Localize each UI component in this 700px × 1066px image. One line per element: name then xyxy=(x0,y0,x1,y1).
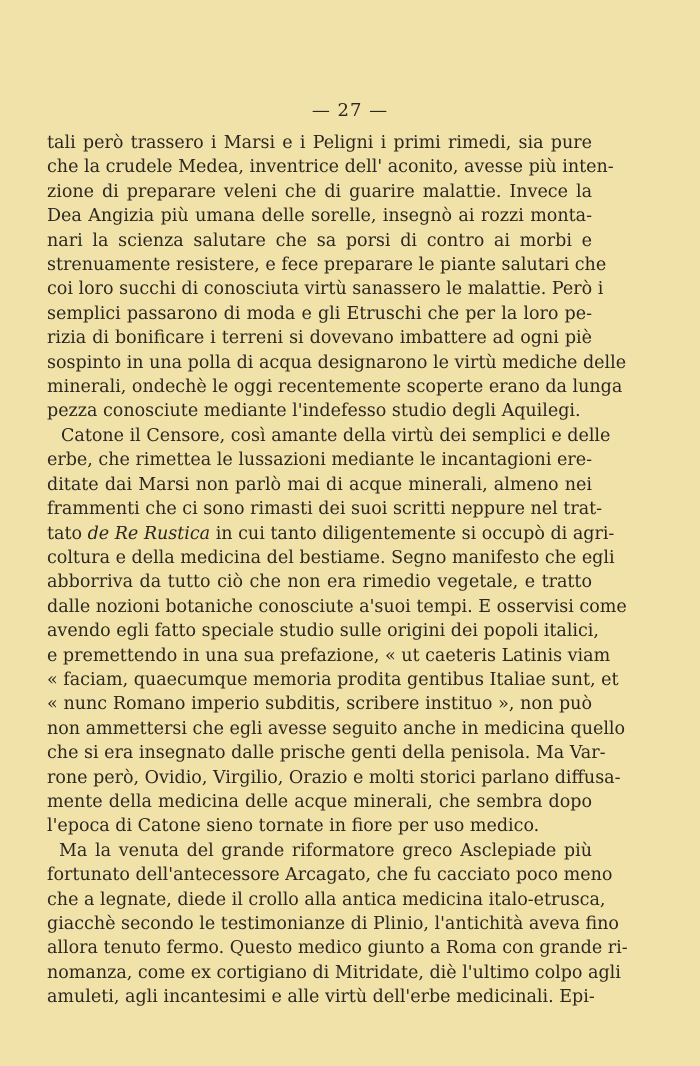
text-line: mente della medicina delle acque minerali, che sembra dopo xyxy=(47,791,592,812)
text-line: strenuamente resistere, e fece preparare le piante salutari che xyxy=(47,255,607,276)
text-line: semplici passarono di moda e gli Etruschi che per la loro pe- xyxy=(47,303,592,324)
text-line: fortunato dell'antecessore Arcagato, che fu cacciato poco meno xyxy=(47,865,613,886)
text-line: tali però trassero i Marsi e i Peligni i primi rimedi, sia pure xyxy=(47,133,592,153)
text-line: nari la scienza salutare che sa porsi di contro ai morbi e xyxy=(47,230,592,251)
text-line: zione di preparare veleni che di guarire malattie. Invece la xyxy=(47,181,592,202)
text-line: « nunc Romano imperio subditis, scribere instituo », non può xyxy=(47,694,592,715)
text-line: coi loro succhi di conosciuta virtù sanassero le malattie. Però i xyxy=(47,279,604,300)
page-number: — 27 — xyxy=(311,100,389,121)
text-line: avendo egli fatto speciale studio sulle origini dei popoli italici, xyxy=(47,621,599,642)
text-fragment: tato xyxy=(47,523,88,544)
text-line: sospinto in una polla di acqua designarono le virtù mediche delle xyxy=(47,352,627,373)
text-line: Dea Angizia più umana delle sorelle, insegnò ai rozzi monta- xyxy=(47,206,592,227)
text-line: allora tenuto fermo. Questo medico giunto a Roma con grande ri- xyxy=(47,938,628,959)
text-line: Catone il Censore, così amante della virtù dei semplici e delle xyxy=(61,425,611,446)
body-text xyxy=(47,131,628,1010)
text-line: rone però, Ovidio, Virgilio, Orazio e molti storici parlano diffusa- xyxy=(47,767,621,788)
text-line: pezza conosciute mediante l'indefesso studio degli Aquilegi. xyxy=(47,401,581,422)
text-line: non ammettersi che egli avesse seguito anche in medicina quello xyxy=(47,718,626,739)
text-line: frammenti che ci sono rimasti dei suoi scritti neppure nel trat- xyxy=(47,499,603,520)
text-line: che la crudele Medea, inventrice dell' aconito, avesse più inten- xyxy=(47,157,614,178)
text-line: rizia di bonificare i terreni si dovevano imbattere ad ogni piè xyxy=(47,328,592,349)
book-title-italic: de Re Rustica xyxy=(87,523,211,544)
text-line: dalle nozioni botaniche conosciute a'suoi tempi. E osservisi come xyxy=(47,596,627,617)
text-fragment: in cui tanto diligentemente si occupò di agri- xyxy=(210,523,615,544)
text-line: coltura e della medicina del bestiame. Segno manifesto che egli xyxy=(47,547,615,568)
text-line: « faciam, quaecumque memoria prodita gentibus Italiae sunt, et xyxy=(47,669,619,690)
text-line: che si era insegnato dalle prische genti della penisola. Ma Var- xyxy=(47,743,606,764)
text-line: e premettendo in una sua prefazione, « ut caeteris Latinis viam xyxy=(47,645,611,666)
text-line: nomanza, come ex cortigiano di Mitridate, diè l'ultimo colpo agli xyxy=(47,962,621,983)
text-line: abborriva da tutto ciò che non era rimedio vegetale, e tratto xyxy=(47,572,592,593)
text-line: giacchè secondo le testimonianze di Plinio, l'antichità aveva fino xyxy=(47,914,619,934)
paragraph-2 xyxy=(47,424,627,839)
text-line: l'epoca di Catone sieno tornate in fiore per uso medico. xyxy=(47,816,540,837)
text-line: minerali, ondechè le oggi recentemente scoperte erano da lunga xyxy=(47,377,623,398)
text-line: Ma la venuta del grande riformatore greco Asclepiade più xyxy=(59,840,592,861)
text-line: ditate dai Marsi non parlò mai di acque minerali, almeno nei xyxy=(47,474,592,495)
text-line xyxy=(47,522,615,546)
text-line: erbe, che rimettea le lussazioni mediante le incantagioni ere- xyxy=(47,450,592,471)
paragraph-3 xyxy=(47,839,628,1010)
text-line: amuleti, agli incantesimi e alle virtù dell'erbe medicinali. Epi- xyxy=(47,987,595,1008)
paragraph-1 xyxy=(47,131,627,424)
text-line: che a legnate, diede il crollo alla antica medicina italo-etrusca, xyxy=(47,889,606,910)
